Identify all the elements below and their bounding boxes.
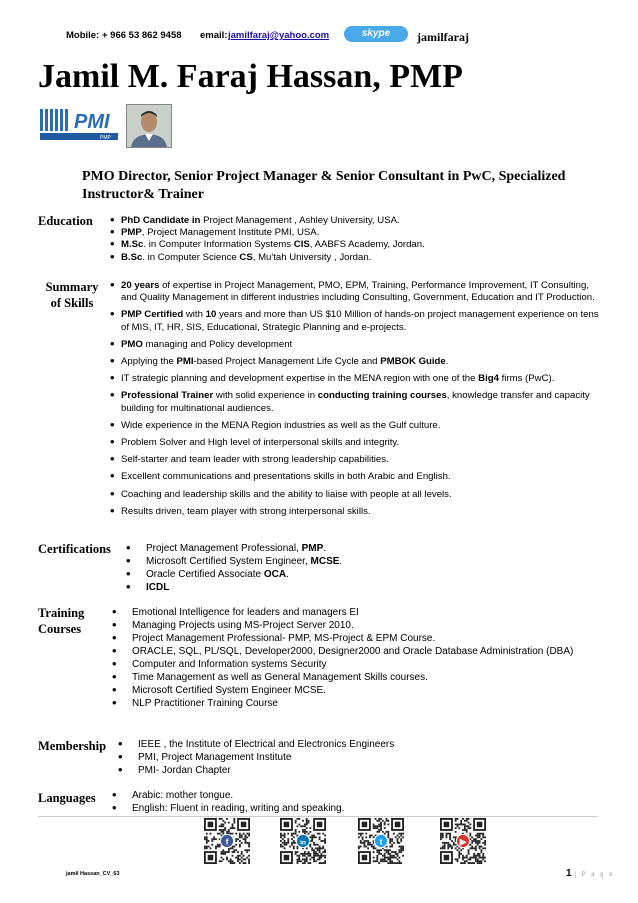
summary-item-text: firms (PwC).	[498, 373, 555, 385]
education-item-bold-text: PMP	[121, 227, 142, 239]
certification-item-bold-text: PMP	[301, 543, 324, 554]
certification-item-bold-text: MCSE	[310, 556, 340, 567]
mobile-label: Mobile:	[66, 30, 100, 41]
education-item	[108, 239, 608, 251]
education-item	[108, 227, 608, 239]
summary-item	[108, 309, 600, 333]
training-item	[108, 671, 588, 684]
training-item	[108, 606, 588, 619]
summary-item	[108, 489, 600, 501]
language-item	[108, 789, 588, 802]
training-item	[108, 645, 588, 658]
training-item	[108, 684, 588, 697]
languages-list	[108, 789, 588, 815]
education-item-text: , Mu'tah University , Jordan.	[252, 251, 372, 263]
summary-heading-line1: Summary	[45, 280, 99, 294]
education-item-text: , Project Management Institute PMI, USA.	[141, 227, 320, 239]
education-item-text: , AABFS Academy, Jordan.	[309, 239, 425, 251]
qr-youtube-glyph: ▶	[459, 836, 467, 847]
education-item	[108, 215, 608, 227]
summary-heading-line2: of Skills	[50, 296, 94, 310]
certification-item	[122, 568, 592, 581]
summary-item-text: with solid experience in	[213, 390, 318, 402]
education-item-text: . in Computer Science	[142, 251, 240, 263]
language-item-text: English: Fluent in reading, writing and speaking.	[132, 803, 345, 814]
training-item	[108, 632, 588, 645]
training-item-text: NLP Practitioner Training Course	[132, 698, 278, 709]
summary-item-text: IT strategic planning and development expertise in the MENA region with one of the	[121, 373, 479, 385]
summary-item	[108, 420, 600, 432]
qr-code-youtube-icon[interactable]	[440, 818, 486, 864]
certification-item	[122, 542, 592, 555]
footer-page	[566, 868, 614, 879]
training-heading-line1: Training	[38, 606, 85, 620]
summary-item	[108, 356, 600, 368]
certification-item-text: .	[339, 556, 343, 567]
membership-item	[114, 764, 594, 777]
education-heading: Education	[38, 214, 93, 228]
training-item	[108, 619, 588, 632]
summary-item	[108, 280, 600, 304]
email-label: email:	[200, 30, 228, 41]
summary-list	[108, 280, 600, 523]
summary-item-text: Results driven, team player with strong interpersonal skills.	[121, 505, 371, 517]
pmi-logo-icon	[38, 106, 120, 142]
qr-code-facebook-icon[interactable]	[204, 818, 250, 864]
footer-filename: jamil Hassan_CV_63	[66, 871, 120, 877]
summary-item-text: years and more than US $10 Million of hands-on project management experience on tens of MIS, IT, HR, SIS, Educational, Strategic Planning and e-projects.	[121, 309, 599, 333]
summary-item-text: -based Project Management Life Cycle and	[193, 356, 381, 368]
membership-list	[114, 738, 594, 777]
certification-item-text: Oracle Certified Associate	[146, 569, 264, 580]
certification-item	[122, 555, 592, 568]
footer-divider	[38, 816, 598, 817]
education-item-text: Project Management , Ashley University, USA.	[200, 215, 400, 226]
summary-item-bold-text: Big4	[478, 373, 499, 385]
membership-item	[114, 738, 594, 751]
pmi-logo-text: PMI	[74, 111, 110, 133]
summary-item-text: Applying the	[121, 356, 177, 368]
education-item	[108, 252, 608, 264]
summary-item	[108, 437, 600, 449]
qr-code-linkedin-icon[interactable]	[280, 818, 326, 864]
summary-item-bold-text: PMP Certified	[121, 309, 184, 321]
summary-heading	[44, 279, 100, 311]
summary-item-bold-text: 20 years	[121, 280, 160, 291]
professional-title: PMO Director, Senior Project Manager & Senior Consultant in PwC, Specialized Instructor& Trainer	[82, 169, 566, 202]
summary-item	[108, 373, 600, 385]
profile-photo	[126, 104, 172, 148]
membership-item-text: PMI, Project Management Institute	[138, 752, 292, 763]
summary-item-text: Excellent communications and presentations skills in both Arabic and English.	[121, 471, 451, 483]
qr-facebook-glyph: f	[225, 836, 229, 847]
summary-item-text: of expertise in Project Management, PMO, EPM, Training, Performance Improvement, IT Consulting, and Quality Management in different industries including Consulting, Government, Education and IT Production.	[121, 280, 595, 304]
language-item	[108, 802, 588, 815]
training-item-text: ORACLE, SQL, PL/SQL, Developer2000, Designer2000 and Oracle Database Administration (DBA)	[132, 646, 574, 657]
languages-heading: Languages	[38, 791, 96, 805]
summary-item-text: .	[445, 356, 449, 368]
summary-item-text: managing and Policy development	[142, 338, 293, 350]
training-heading-line2: Courses	[38, 622, 82, 636]
summary-item-text: with	[183, 309, 206, 321]
summary-item-bold-text: PMI	[176, 356, 194, 368]
summary-item	[108, 390, 600, 414]
certification-item-text: Microsoft Certified System Engineer,	[146, 556, 311, 567]
membership-heading: Membership	[38, 739, 107, 753]
certification-item-text: Project Management Professional,	[146, 543, 302, 554]
language-item-text: Arabic: mother tongue.	[132, 790, 234, 801]
summary-item-text: Wide experience in the MENA Region industries as well as the Gulf culture.	[121, 419, 441, 431]
education-item-bold-text: M.Sc	[121, 239, 144, 251]
summary-item-bold-text: PMO	[121, 338, 143, 350]
education-item-text: . in Computer Information Systems	[143, 239, 294, 251]
membership-item	[114, 751, 594, 764]
summary-item	[108, 471, 600, 483]
skype-logo-icon: skype	[344, 26, 408, 42]
training-item-text: Time Management as well as General Management Skills courses.	[132, 672, 428, 683]
summary-item-bold-text: PMBOK Guide	[380, 356, 446, 368]
summary-item-bold-text: Professional Trainer	[121, 390, 214, 402]
person-name: Jamil M. Faraj Hassan, PMP	[38, 58, 463, 95]
summary-item-text: Problem Solver and High level of interpersonal skills and integrity.	[121, 437, 400, 449]
summary-item	[108, 339, 600, 351]
qr-linkedin-glyph: in	[300, 839, 306, 847]
summary-item-text: Coaching and leadership skills and the ability to liaise with people at all levels.	[121, 488, 452, 500]
certification-item-bold-text: OCA	[263, 569, 287, 580]
skype-id: jamilfaraj	[417, 30, 469, 44]
mobile-number: + 966 53 862 9458	[102, 30, 182, 41]
certification-item	[122, 581, 592, 594]
page-word: | P a g e	[574, 872, 615, 878]
qr-twitter-glyph: t	[379, 836, 383, 847]
summary-item	[108, 506, 600, 518]
contact-strip	[0, 26, 638, 42]
training-item	[108, 658, 588, 671]
training-item-text: Managing Projects using MS-Project Server 2010.	[132, 620, 354, 631]
education-item-bold-text: CIS	[293, 239, 310, 251]
summary-item-text: , knowledge transfer and capacity building for multinational audiences.	[121, 390, 590, 414]
education-item-bold-text: B.Sc	[121, 251, 143, 263]
education-item-bold-text: CS	[239, 251, 253, 263]
training-list	[108, 606, 588, 710]
certification-item-text: .	[286, 569, 289, 580]
education-list	[108, 215, 608, 264]
membership-item-text: PMI- Jordan Chapter	[138, 765, 231, 776]
summary-item-bold-text: 10	[205, 309, 217, 321]
training-item-text: Emotional Intelligence for leaders and managers EI	[132, 607, 359, 618]
summary-item-bold-text: conducting training courses	[317, 390, 447, 402]
summary-item-text: Self-starter and team leader with strong leadership capabilities.	[121, 454, 389, 466]
training-item-text: Computer and Information systems Security	[132, 659, 327, 670]
training-item-text: Microsoft Certified System Engineer MCSE.	[132, 685, 326, 696]
certifications-heading: Certifications	[38, 542, 111, 556]
summary-item	[108, 454, 600, 466]
person-photo-icon	[127, 105, 171, 147]
education-item-bold-text: PhD Candidate in	[121, 215, 201, 226]
email-link[interactable]: jamilfaraj@yahoo.com	[228, 30, 330, 41]
training-item	[108, 697, 588, 710]
page-number: 1	[566, 868, 572, 879]
qr-code-twitter-icon[interactable]	[358, 818, 404, 864]
membership-item-text: IEEE , the Institute of Electrical and Electronics Engineers	[138, 739, 395, 750]
pmi-logo-sub: PMP	[100, 135, 111, 141]
certification-item-bold-text: ICDL	[146, 582, 170, 593]
certification-item-text: .	[323, 543, 327, 554]
training-heading	[38, 605, 84, 637]
training-item-text: Project Management Professional- PMP, MS-Project & EPM Course.	[132, 633, 436, 644]
certifications-list	[122, 542, 592, 594]
